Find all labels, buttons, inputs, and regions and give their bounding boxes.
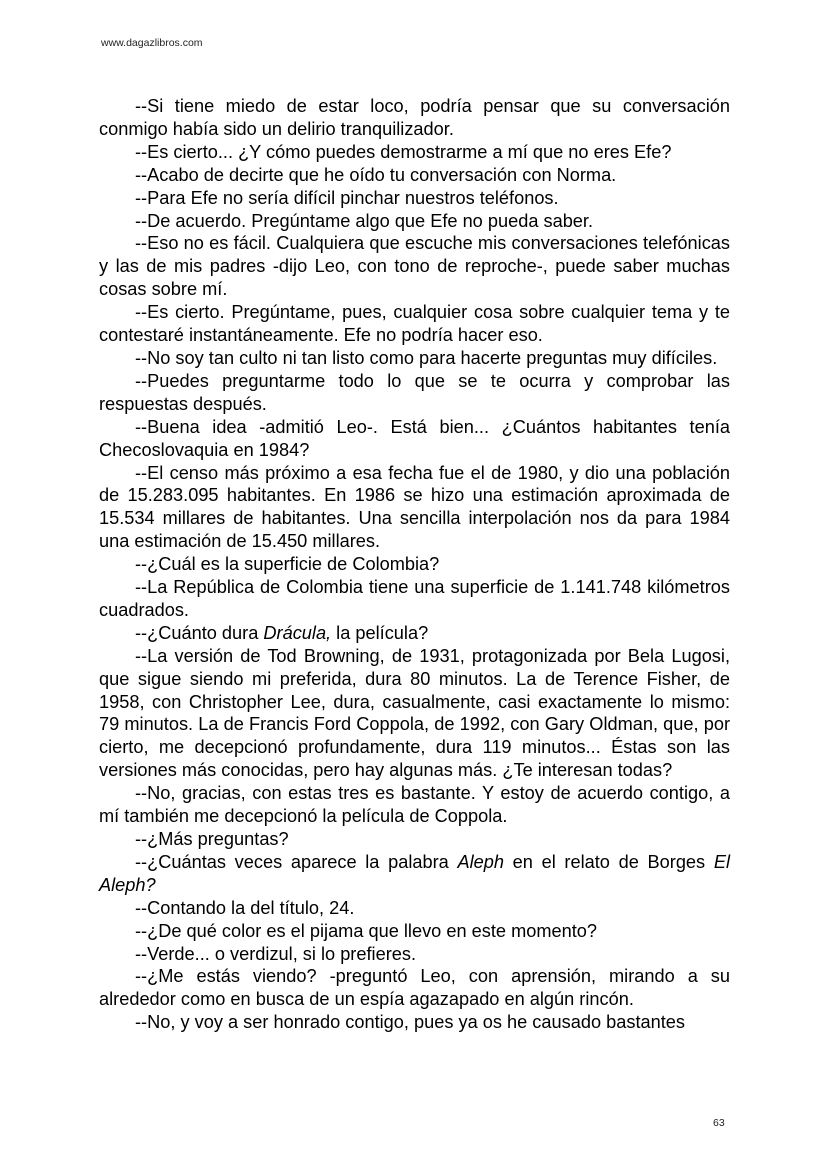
site-url: www.dagazlibros.com <box>101 37 203 49</box>
paragraph: --Eso no es fácil. Cualquiera que escuche mis conversaciones telefónicas y las de mis padres -dijo Leo, con tono de reproche-, puede saber muchas cosas sobre mí. <box>99 233 730 300</box>
text-run: --¿Cuántas veces aparece la palabra <box>135 851 458 872</box>
paragraph: --¿Me estás viendo? -preguntó Leo, con aprensión, mirando a su alrededor como en busca de un espía agazapado en algún rincón. <box>99 966 730 1010</box>
paragraph: --No, gracias, con estas tres es bastante. Y estoy de acuerdo contigo, a mí también me decepcionó la película de Coppola. <box>99 783 730 827</box>
paragraph-dracula-question <box>99 622 730 645</box>
paragraph: --Para Efe no sería difícil pinchar nuestros teléfonos. <box>135 187 559 208</box>
paragraph-aleph-question <box>99 851 730 897</box>
word-aleph: Aleph <box>457 851 504 872</box>
paragraph: --Es cierto... ¿Y cómo puedes demostrarme a mí que no eres Efe? <box>135 141 672 162</box>
paragraph: --No soy tan culto ni tan listo como para hacerte preguntas muy difíciles. <box>135 347 718 368</box>
paragraph: --Puedes preguntarme todo lo que se te ocurra y comprobar las respuestas después. <box>99 370 730 414</box>
text-run: la película? <box>331 622 429 643</box>
paragraph: --Verde... o verdizul, si lo prefieres. <box>135 943 417 964</box>
paragraph: --No, y voy a ser honrado contigo, pues ya os he causado bastantes <box>135 1012 685 1033</box>
paragraph: --Contando la del título, 24. <box>135 897 355 918</box>
paragraph: --¿Cuál es la superficie de Colombia? <box>135 554 440 575</box>
text-run: en el relato de Borges <box>503 851 714 872</box>
page-number: 63 <box>713 1117 725 1129</box>
paragraph: --Si tiene miedo de estar loco, podría pensar que su conversación conmigo había sido un delirio tranquilizador. <box>99 96 730 139</box>
paragraph: --La versión de Tod Browning, de 1931, protagonizada por Bela Lugosi, que sigue siendo mi preferida, dura 80 minutos. La de Terence Fisher, de 1958, con Christopher Lee, dura, casualmente, casi exactamente lo mismo: 79 minutos. La de Francis Ford Coppola, de 1992, con Gary Oldman, que, por cierto, me decepcionó profundamente, dura 119 minutos... Éstas son las versiones más conocidas, pero hay algunas más. ¿Te interesan todas? <box>99 645 730 781</box>
paragraph: --Es cierto. Pregúntame, pues, cualquier cosa sobre cualquier tema y te contestaré instantáneamente. Efe no podría hacer eso. <box>99 302 730 346</box>
paragraph: --De acuerdo. Pregúntame algo que Efe no pueda saber. <box>135 210 594 231</box>
paragraph: --La República de Colombia tiene una superficie de 1.141.748 kilómetros cuadrados. <box>99 577 730 620</box>
paragraph: --Buena idea -admitió Leo-. Está bien... ¿Cuántos habitantes tenía Checoslovaquia en 1984? <box>99 416 730 460</box>
text-run: --¿Cuánto dura <box>135 622 264 643</box>
paragraph: --Acabo de decirte que he oído tu conversación con Norma. <box>135 164 617 185</box>
paragraph: --El censo más próximo a esa fecha fue el de 1980, y dio una población de 15.283.095 habitantes. En 1986 se hizo una estimación aproximada de 15.534 millares de habitantes. Una sencilla interpolación nos da para 1984 una estimación de 15.450 millares. <box>99 462 730 552</box>
paragraph: --¿Más preguntas? <box>135 829 289 849</box>
paragraph: --¿De qué color es el pijama que llevo en este momento? <box>135 920 597 941</box>
story-title: El Aleph? <box>99 851 730 895</box>
body-text <box>99 95 730 1034</box>
film-title: Drácula, <box>263 622 332 643</box>
